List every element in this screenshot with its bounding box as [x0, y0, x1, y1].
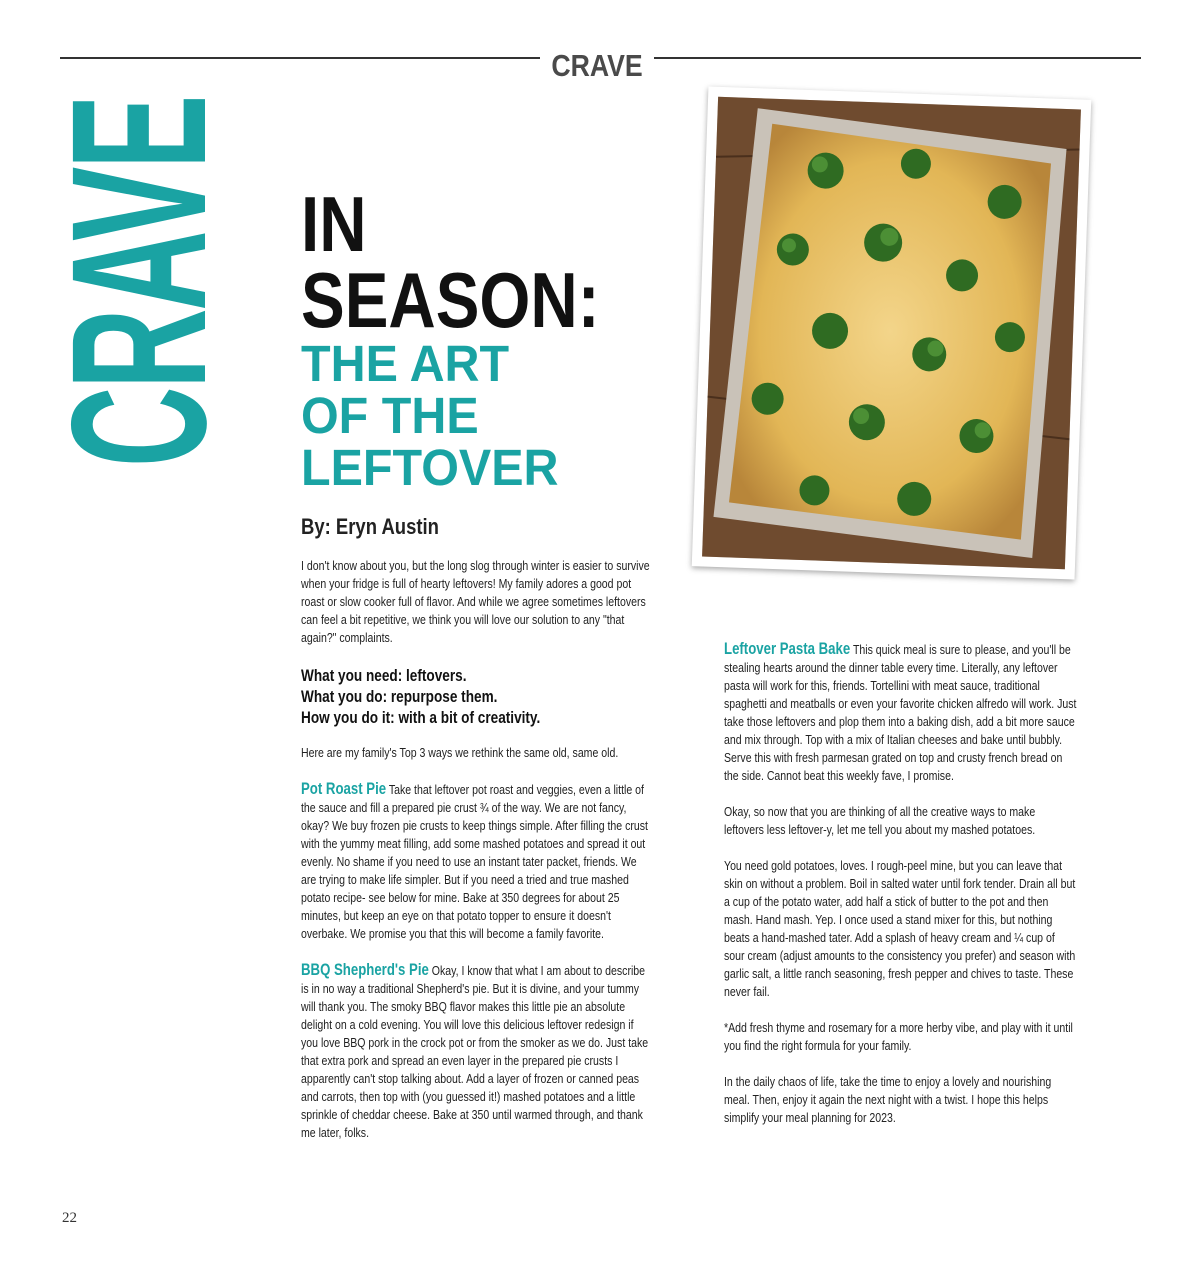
headline-sub-3: LEFTOVER [301, 439, 559, 496]
bbq-heading: BBQ Shepherd's Pie [301, 961, 429, 979]
what-you-need: What you need: leftovers. [301, 666, 467, 685]
byline: By: Eryn Austin [301, 514, 439, 539]
closing-paragraph: In the daily chaos of life, take the time to enjoy a lovely and nourishing meal. Then, enjoy it again the next night with a twist. I hope this helps simplify your meal planning for 2023. [724, 1074, 1052, 1125]
header-rule-left [60, 57, 540, 59]
headline-main [301, 180, 600, 344]
pot-roast-paragraph [301, 780, 651, 943]
headline-sub-1: THE ART [301, 335, 510, 392]
vertical-label-text: CRAVE [31, 97, 246, 467]
pasta-heading: Leftover Pasta Bake [724, 640, 851, 658]
pot-roast-text: Take that leftover pot roast and veggies, even a little of the sauce and fill a prepared pie crust ¾ of the way. We are not fancy, okay? We buy frozen pie crusts to keep things simple. After filling the crust with the yummy meat filling, add some mashed potatoes and spread it out evenly. No shame if you need to use an instant tater packet, friends. We are trying to make life simpler. But if you need a tried and true mashed potato recipe- see below for mine. Bake at 350 degrees for about 25 minutes, but keep an eye on that potato topper to ensure it doesn't overbake. We promise you that this will become a family favorite. [301, 782, 648, 941]
pasta-text: This quick meal is sure to please, and you'll be stealing hearts around the dinner table every time. Literally, any leftover pasta will work for this, friends. Tortellini with meat sauce, traditional spaghetti and meatballs or even your favorite chicken alfredo will work. Just take those leftovers and plop them into a baking dish, add a bit more sauce and mix through. Top with a mix of Italian cheeses and bake until bubbly. Serve this with fresh parmesan grated on top and crusty french bread on the side. Cannot beat this weekly fave, I promise. [724, 642, 1077, 783]
headline-line-2: SEASON: [301, 256, 600, 344]
header-rule-right [654, 57, 1141, 59]
pot-roast-heading: Pot Roast Pie [301, 780, 387, 798]
page-number: 22 [62, 1210, 77, 1226]
pasta-bake-image [702, 97, 1081, 569]
headline-sub-2: OF THE [301, 387, 479, 444]
headline-sub [301, 335, 559, 496]
intro-paragraph: I don't know about you, but the long slog through winter is easier to survive when your fridge is full of hearty leftovers! My family adores a good pot roast or slow cooker full of flavor. And while we agree sometimes leftovers can feel a bit repetitive, we think you will love our solution to any "that again?" complaints. [301, 558, 650, 645]
how-you-do-it: How you do it: with a bit of creativity. [301, 708, 541, 727]
left-column [301, 557, 739, 1160]
pasta-paragraph [724, 640, 1078, 785]
top3-paragraph: Here are my family's Top 3 ways we rethink the same old, same old. [301, 745, 619, 760]
bbq-text: Okay, I know that what I am about to describe is in no way a traditional Shepherd's pie. But it is divine, and your tummy will thank you. The smoky BBQ flavor makes this little pie an absolute delight on a cold evening. You will love this delicious leftover redesign if you love BBQ pork in the crock pot or from the smoker as we do. Just take that extra pork and spread an even layer in the prepared pie crusts I apparently can't stop talking about. Add a layer of frozen or canned peas and carrots, then top with (you guessed it!) mashed potatoes and a little sprinkle of cheddar cheese. Bake at 350 until warmed through, and thank me later, folks. [301, 963, 649, 1140]
what-how-block [301, 665, 651, 728]
herby-note-paragraph: *Add fresh thyme and rosemary for a more herby vibe, and play with it until you find the right formula for your family. [724, 1020, 1073, 1053]
headline-line-1: IN [301, 180, 367, 268]
section-header: CRAVE [551, 48, 643, 83]
pasta-bake-photo [692, 86, 1092, 579]
what-you-do: What you do: repurpose them. [301, 687, 498, 706]
mashed-recipe-paragraph: You need gold potatoes, loves. I rough-peel mine, but you can leave that skin on without a problem. Boil in salted water until fork tender. Drain all but a cup of the potato water, add half a stick of butter to the pot and then mash. Hand mash. Yep. I once used a stand mixer for this, but nothing beats a hand-mashed tater. Add a splash of heavy cream and ¼ cup of sour cream (adjust amounts to the consistency you prefer) and season with garlic salt, a little ranch seasoning, fresh pepper and chives to taste. These never fail. [724, 858, 1076, 999]
vertical-section-label [31, 97, 246, 467]
mashed-intro-paragraph: Okay, so now that you are thinking of all the creative ways to make leftovers less leftover-y, let me tell you about my mashed potatoes. [724, 804, 1036, 837]
right-column [724, 640, 1166, 1145]
bbq-paragraph [301, 961, 651, 1142]
